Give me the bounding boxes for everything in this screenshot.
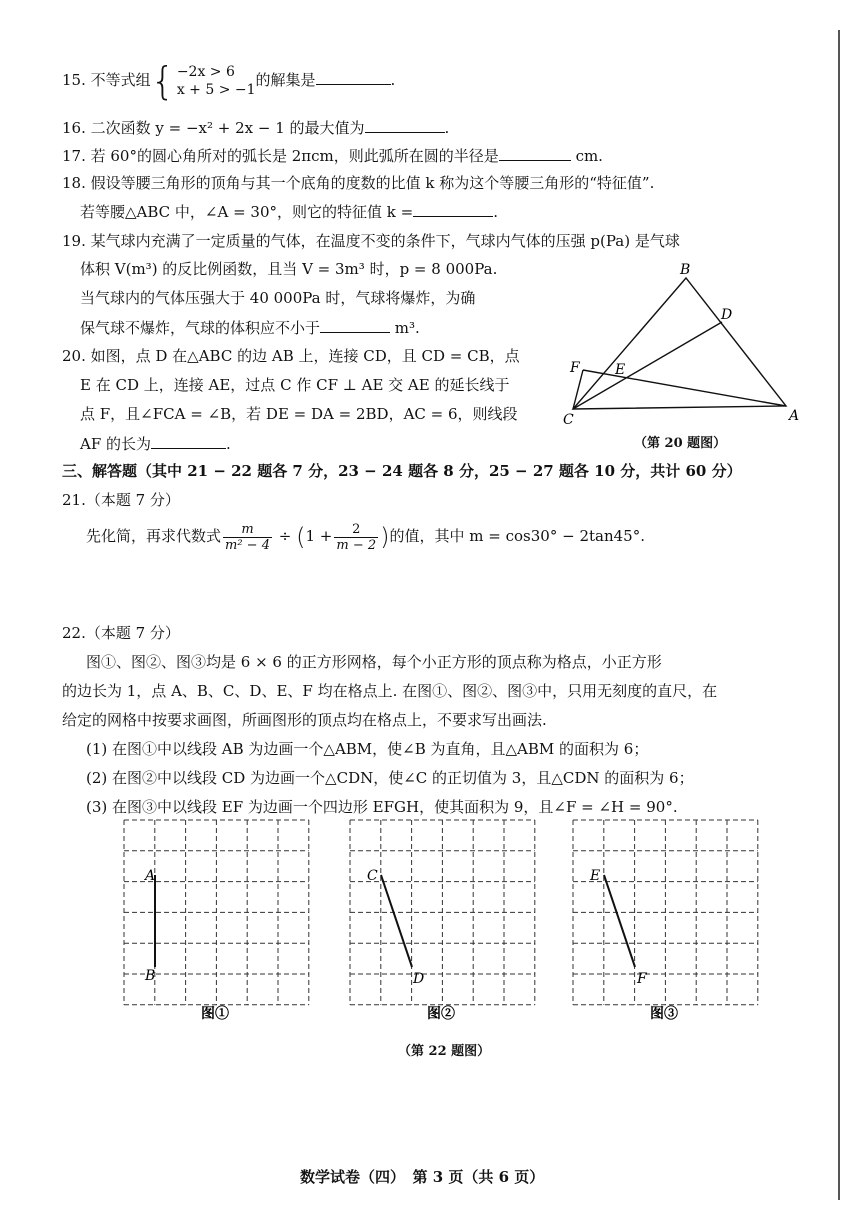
- grid-1-caption: 图①: [201, 1006, 229, 1022]
- question-22-item3: (3) 在图③中以线段 EF 为边画一个四边形 EFGH，使其面积为 9，且∠F = ∠H = 90°.: [86, 798, 678, 816]
- label-a-grid: A: [145, 868, 156, 884]
- grid-3-caption: 图③: [650, 1006, 678, 1022]
- label-a: A: [789, 408, 800, 424]
- q15-suffix: 的解集是: [255, 71, 316, 89]
- figure-22-caption: （第 22 题图）: [398, 1044, 491, 1059]
- question-15: 15. 不等式组{ −2x > 6 x + 5 > −1 的解集是 .: [62, 59, 396, 103]
- question-16: 16. 二次函数 y = −x² + 2x − 1 的最大值为 .: [62, 116, 449, 139]
- question-22-header: 22.（本题 7 分）: [62, 624, 180, 642]
- question-19-line3: 当气球内的气体压强大于 40 000Pa 时，气球将爆炸，为确: [80, 289, 476, 307]
- grid-2: [350, 820, 535, 1005]
- question-20-line1: 20. 如图，点 D 在△ABC 的边 AB 上，连接 CD，且 CD = CB，点: [62, 347, 520, 365]
- label-f-grid: F: [637, 971, 647, 987]
- question-22-p3: 给定的网格中按要求画图，所画图形的顶点均在格点上，不要求写出画法.: [62, 711, 547, 729]
- label-c-grid: C: [367, 868, 378, 884]
- question-21-body: 先化简，再求代数式 $\frac{m}{\text{m² − 4}}$ ÷ (1 + $\frac{2}{m - 2}$ )的值，其中 m = cos30° − 2tan45°.: [86, 521, 645, 553]
- system-brace: {: [150, 59, 175, 103]
- question-19-line2: 体积 V(m³) 的反比例函数，且当 V = 3m³ 时，p = 8 000Pa.: [80, 260, 498, 278]
- question-19-line1: 19. 某气球内充满了一定质量的气体，在温度不变的条件下，气球内气体的压强 p(Pa) 是气球: [62, 232, 680, 250]
- section-3-title: 三、解答题（其中 21 − 22 题各 7 分，23 − 24 题各 8 分，25 − 27 题各 10 分，共计 60 分）: [62, 462, 742, 480]
- fraction-2: $\frac{2}{m - 2}$: [336, 521, 377, 553]
- label-d-grid: D: [413, 971, 425, 987]
- fraction-1: $\frac{m}{\text{m² − 4}}$: [225, 521, 270, 553]
- label-e: E: [615, 362, 626, 378]
- question-20-line4: AF 的长为 .: [80, 432, 231, 455]
- figure-20-caption: （第 20 题图）: [634, 436, 727, 451]
- question-18-line2: 若等腰△ABC 中，∠A = 30°，则它的特征值 k = .: [80, 200, 498, 223]
- label-c: C: [563, 412, 574, 428]
- label-f: F: [570, 360, 580, 376]
- question-22-item1: (1) 在图①中以线段 AB 为边画一个△ABM，使∠B 为直角，且△ABM 的面积为 6；: [86, 740, 649, 758]
- question-22-p1: 图①、图②、图③均是 6 × 6 的正方形网格，每个小正方形的顶点称为格点，小正方形: [86, 653, 662, 671]
- grid-2-caption: 图②: [427, 1006, 455, 1022]
- label-b: B: [680, 262, 691, 278]
- question-22-item2: (2) 在图②中以线段 CD 为边画一个△CDN，使∠C 的正切值为 3，且△CDN 的面积为 6；: [86, 769, 694, 787]
- segment-cd-grid: [381, 875, 412, 967]
- question-18-line1: 18. 假设等腰三角形的顶角与其一个底角的度数的比值 k 称为这个等腰三角形的“特征值”.: [62, 174, 655, 192]
- label-e-grid: E: [590, 868, 601, 884]
- question-20-line3: 点 F，且∠FCA = ∠B，若 DE = DA = 2BD，AC = 6，则线段: [80, 405, 518, 423]
- inequality-1: −2x > 6: [176, 64, 235, 80]
- question-19-line4: 保气球不爆炸，气球的体积应不小于 m³.: [80, 316, 420, 339]
- page-footer: 数学试卷（四） 第 3 页（共 6 页）: [300, 1168, 545, 1186]
- label-d: D: [721, 307, 733, 323]
- inequality-2: x + 5 > −1: [176, 82, 256, 98]
- segment-ef: [604, 875, 635, 967]
- q15-prefix: 15. 不等式组: [62, 71, 151, 89]
- question-17: 17. 若 60°的圆心角所对的弧长是 2πcm，则此弧所在圆的半径是 cm.: [62, 144, 603, 167]
- question-20-line2: E 在 CD 上，连接 AE，过点 C 作 CF ⊥ AE 交 AE 的延长线于: [80, 376, 510, 394]
- question-22-p2: 的边长为 1，点 A、B、C、D、E、F 均在格点上. 在图①、图②、图③中，只用无刻度的直尺，在: [62, 682, 718, 700]
- question-21-header: 21.（本题 7 分）: [62, 491, 180, 509]
- grid-3: [573, 820, 758, 1005]
- label-b-grid: B: [145, 968, 156, 984]
